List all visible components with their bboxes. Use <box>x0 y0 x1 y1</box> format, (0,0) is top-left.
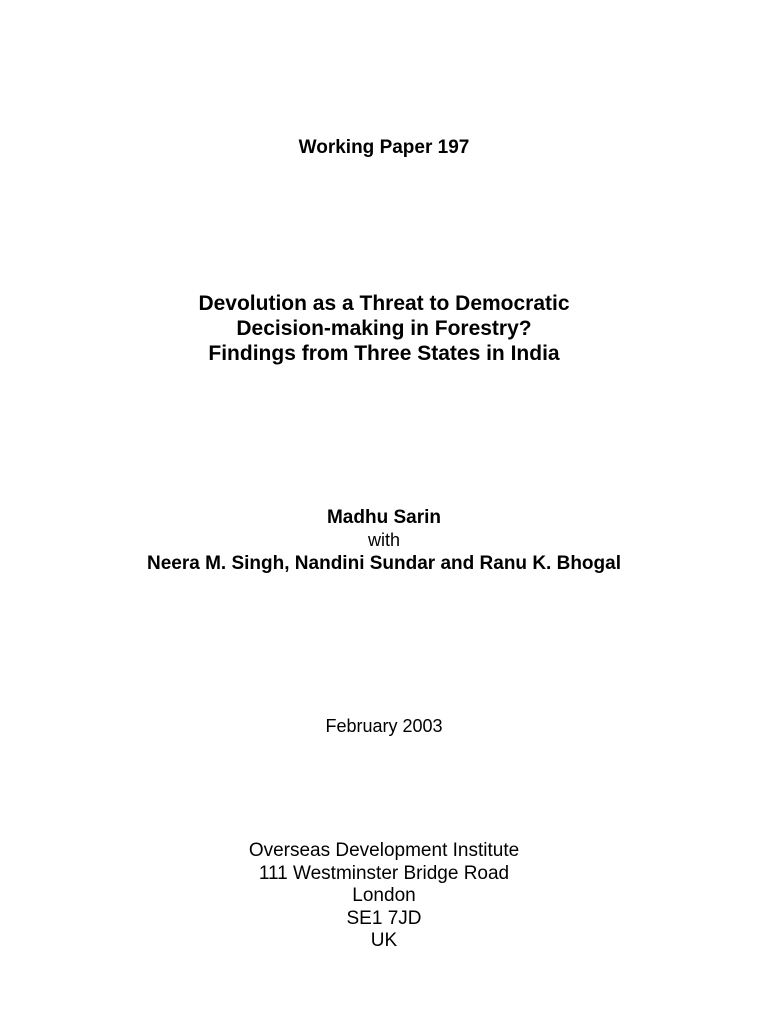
publisher-postcode: SE1 7JD <box>346 907 422 929</box>
paper-title <box>0 291 768 366</box>
title-line-3: Findings from Three States in India <box>208 342 560 365</box>
author-connector: with <box>367 530 400 550</box>
publisher-country: UK <box>370 930 398 951</box>
title-line-1: Devolution as a Threat to Democratic <box>198 292 570 315</box>
publisher-address <box>0 840 768 953</box>
co-authors: Neera M. Singh, Nandini Sundar and Ranu K. Bhogal <box>147 553 621 574</box>
primary-author: Madhu Sarin <box>326 507 441 528</box>
publication-date: February 2003 <box>325 716 443 736</box>
publisher-city: London <box>352 885 416 906</box>
series-label: Working Paper 197 <box>298 137 470 158</box>
publisher-street: 111 Westminster Bridge Road <box>258 862 510 884</box>
publisher-name: Overseas Development Institute <box>248 840 520 861</box>
title-line-2: Decision-making in Forestry? <box>236 317 532 340</box>
